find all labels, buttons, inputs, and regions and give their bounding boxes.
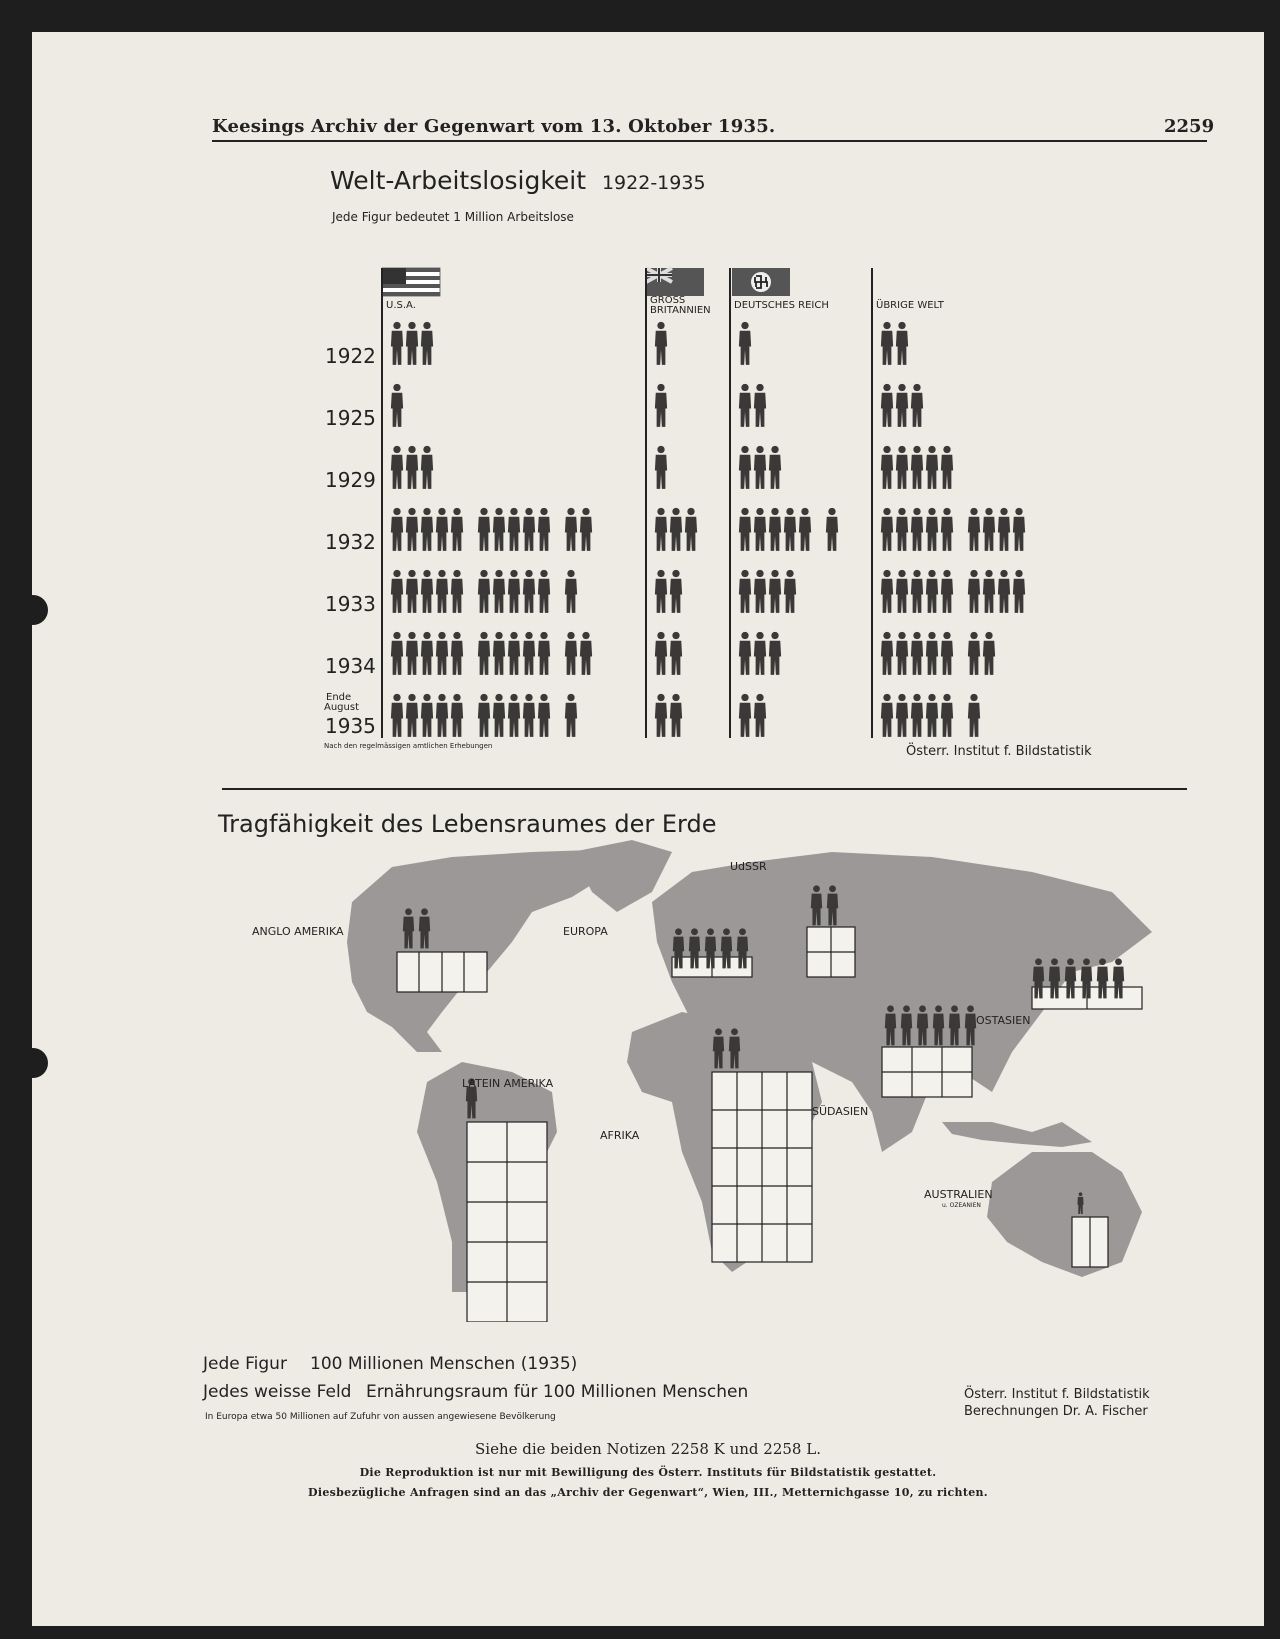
person-figure-icon [983, 632, 995, 675]
person-figure-icon [523, 508, 535, 551]
person-figure-icon [754, 694, 766, 737]
german-flag-icon [732, 268, 790, 296]
person-figure-icon [406, 446, 418, 489]
person-figure-icon [968, 694, 980, 737]
person-figure-icon [655, 322, 667, 365]
person-figure-icon [941, 632, 953, 675]
person-figure-icon [421, 632, 433, 675]
person-figure-icon [451, 694, 463, 737]
person-figure-icon [391, 446, 403, 489]
person-figure-icon [896, 694, 908, 737]
unemployment-chart [32, 212, 1264, 812]
usa-flag-icon [382, 268, 440, 296]
person-figure-icon [406, 632, 418, 675]
region-label-ostasien: OSTASIEN [976, 1014, 1031, 1027]
person-figure-icon [508, 694, 520, 737]
chart1-subtitle: Jede Figur bedeutet 1 Million Arbeitslose [332, 210, 574, 224]
person-figure-icon [478, 632, 490, 675]
chart2-credit-2: Berechnungen Dr. A. Fischer [964, 1404, 1148, 1419]
person-figure-icon [493, 570, 505, 613]
header-title: Keesings Archiv der Gegenwart vom 13. Oktober 1935. [212, 116, 776, 137]
person-figure-icon [881, 570, 893, 613]
region-label-afrika: AFRIKA [600, 1129, 640, 1142]
section-divider [222, 788, 1187, 790]
page-number: 2259 [1164, 116, 1215, 137]
person-figure-icon [670, 570, 682, 613]
person-figure-icon [391, 632, 403, 675]
chart1-credit: Österr. Institut f. Bildstatistik [906, 744, 1092, 759]
person-figure-icon [881, 508, 893, 551]
person-figure-icon [911, 632, 923, 675]
person-figure-icon [739, 322, 751, 365]
person-figure-icon [538, 570, 550, 613]
person-figure-icon [754, 570, 766, 613]
year-label-1934: 1934 [325, 654, 376, 678]
indonesia-shape [942, 1122, 1092, 1147]
person-figure-icon [754, 384, 766, 427]
fields-latein-amerika [467, 1122, 547, 1322]
person-figure-icon [670, 694, 682, 737]
person-figure-icon [655, 384, 667, 427]
region-label-latein-amerika: LATEIN AMERIKA [462, 1077, 554, 1090]
person-figure-icon [655, 446, 667, 489]
person-figure-icon [968, 632, 980, 675]
person-figure-icon [478, 694, 490, 737]
person-figure-icon [739, 384, 751, 427]
person-figure-icon [881, 384, 893, 427]
year-prefix-ende: Ende [326, 692, 352, 703]
person-figure-icon [523, 694, 535, 737]
person-figure-icon [911, 384, 923, 427]
footer-line-2: Die Reproduktion ist nur mit Bewilligung des Österr. Instituts für Bildstatistik gestattet. [359, 1466, 937, 1479]
person-figure-icon [896, 570, 908, 613]
person-figure-icon [685, 508, 697, 551]
person-figure-icon [784, 508, 796, 551]
person-figure-icon [926, 508, 938, 551]
person-figure-icon [739, 446, 751, 489]
person-figure-icon [739, 694, 751, 737]
person-figure-icon [968, 508, 980, 551]
person-figure-icon [523, 570, 535, 613]
region-label-udssr: UdSSR [730, 860, 767, 873]
person-figure-icon [769, 508, 781, 551]
fields-suedasien [882, 1047, 972, 1097]
person-figure-icon [941, 508, 953, 551]
person-figure-icon [451, 632, 463, 675]
person-figure-icon [739, 570, 751, 613]
person-figure-icon [538, 632, 550, 675]
person-figure-icon [406, 570, 418, 613]
person-figure-icon [493, 632, 505, 675]
region-label-australien: AUSTRALIEN [924, 1188, 993, 1201]
person-figure-icon [769, 570, 781, 613]
column-label-gb: GROSS BRITANNIEN [650, 295, 711, 316]
legend-label-figure: Jede Figur [203, 1354, 287, 1374]
person-figure-icon [508, 632, 520, 675]
person-figure-icon [655, 632, 667, 675]
region-label-anglo-amerika: ANGLO AMERIKA [252, 925, 344, 938]
region-sublabel-ozeanien: u. OZEANIEN [942, 1202, 981, 1209]
north-america-shape [347, 850, 612, 1052]
year-label-1929: 1929 [325, 468, 376, 492]
person-figure-icon [926, 570, 938, 613]
person-figure-icon [478, 508, 490, 551]
person-figure-icon [580, 508, 592, 551]
legend-label-field: Jedes weisse Feld [203, 1382, 352, 1402]
legend-text-figure: 100 Millionen Menschen (1935) [310, 1354, 578, 1374]
year-label-1932: 1932 [325, 530, 376, 554]
person-figure-icon [896, 384, 908, 427]
person-figure-icon [421, 508, 433, 551]
person-figure-icon [983, 508, 995, 551]
person-figure-icon [670, 508, 682, 551]
footer-line-1: Siehe die beiden Notizen 2258 K und 2258 L. [475, 1440, 821, 1458]
chart2-credit-1: Österr. Institut f. Bildstatistik [964, 1387, 1150, 1402]
year-label-1922: 1922 [325, 344, 376, 368]
person-figure-icon [784, 570, 796, 613]
person-figure-icon [998, 570, 1010, 613]
world-map [32, 822, 1264, 1322]
person-figure-icon [436, 632, 448, 675]
person-figure-icon [421, 694, 433, 737]
chart1-title: Welt-Arbeitslosigkeit 1922-1935 [330, 166, 706, 195]
person-figure-icon [881, 322, 893, 365]
person-figure-icon [799, 508, 811, 551]
person-figure-icon [391, 384, 403, 427]
person-figure-icon [478, 570, 490, 613]
person-figure-icon [911, 694, 923, 737]
person-figure-icon [451, 508, 463, 551]
person-figure-icon [739, 508, 751, 551]
person-figure-icon [565, 632, 577, 675]
person-figure-icon [655, 694, 667, 737]
person-figure-icon [926, 632, 938, 675]
person-figure-icon [565, 694, 577, 737]
fields-australien [1072, 1217, 1108, 1267]
column-label-usa: U.S.A. [386, 300, 416, 311]
person-figure-icon [391, 694, 403, 737]
chart2-title: Tragfähigkeit des Lebensraumes der Erde [218, 810, 717, 838]
person-figure-icon [655, 508, 667, 551]
year-label-1935: 1935 [325, 714, 376, 738]
person-figure-icon [406, 322, 418, 365]
person-figure-icon [926, 694, 938, 737]
person-figure-icon [941, 570, 953, 613]
person-figure-icon [670, 632, 682, 675]
fields-afrika [712, 1072, 812, 1262]
person-figure-icon [436, 570, 448, 613]
person-figure-icon [391, 322, 403, 365]
person-figure-icon [655, 570, 667, 613]
person-figure-icon [565, 508, 577, 551]
year-label-1925: 1925 [325, 406, 376, 430]
person-figure-icon [421, 322, 433, 365]
person-figure-icon [391, 570, 403, 613]
person-figure-icon [580, 632, 592, 675]
person-figure-icon [968, 570, 980, 613]
person-figure-icon [926, 446, 938, 489]
person-figure-icon [911, 508, 923, 551]
person-figure-icon [391, 508, 403, 551]
person-figure-icon [493, 694, 505, 737]
footer-line-3: Diesbezügliche Anfragen sind an das „Archiv der Gegenwart“, Wien, III., Metternichgasse 10, zu richten. [308, 1486, 988, 1499]
person-figure-icon [508, 508, 520, 551]
person-figure-icon [508, 570, 520, 613]
person-figure-icon [1013, 570, 1025, 613]
region-label-suedasien: SÜDASIEN [812, 1105, 869, 1118]
legend-footnote: In Europa etwa 50 Millionen auf Zufuhr von aussen angewiesene Bevölkerung [205, 1412, 556, 1422]
fields-udssr [807, 927, 855, 977]
person-figure-icon [941, 694, 953, 737]
person-figure-icon [998, 508, 1010, 551]
person-figure-icon [941, 446, 953, 489]
column-label-de: DEUTSCHES REICH [734, 300, 829, 311]
person-figure-icon [754, 446, 766, 489]
header-rule [212, 140, 1207, 142]
uk-flag-icon [646, 268, 704, 296]
person-figure-icon [896, 632, 908, 675]
person-figure-icon [769, 632, 781, 675]
person-figure-icon [1013, 508, 1025, 551]
legend-text-field: Ernährungsraum für 100 Millionen Menschen [366, 1382, 749, 1402]
person-figure-icon [911, 570, 923, 613]
region-label-europa: EUROPA [563, 925, 608, 938]
person-figure-icon [538, 508, 550, 551]
person-figure-icon [881, 632, 893, 675]
chart1-source-note: Nach den regelmässigen amtlichen Erhebungen [324, 742, 493, 750]
person-figure-icon [983, 570, 995, 613]
column-label-rest: ÜBRIGE WELT [876, 300, 944, 311]
person-figure-icon [896, 446, 908, 489]
person-figure-icon [911, 446, 923, 489]
person-figure-icon [769, 446, 781, 489]
person-figure-icon [826, 508, 838, 551]
year-prefix-august: August [324, 702, 359, 713]
page-sheet [32, 32, 1264, 1626]
person-figure-icon [451, 570, 463, 613]
person-figure-icon [436, 694, 448, 737]
person-figure-icon [881, 446, 893, 489]
person-figure-icon [421, 570, 433, 613]
person-figure-icon [421, 446, 433, 489]
fields-anglo-amerika [397, 952, 487, 992]
person-figure-icon [406, 694, 418, 737]
person-figure-icon [436, 508, 448, 551]
person-figure-icon [523, 632, 535, 675]
person-figure-icon [896, 322, 908, 365]
person-figure-icon [881, 694, 893, 737]
australia-shape [987, 1152, 1142, 1277]
person-figure-icon [739, 632, 751, 675]
person-figure-icon [896, 508, 908, 551]
person-figure-icon [754, 508, 766, 551]
person-figure-icon [538, 694, 550, 737]
person-figure-icon [406, 508, 418, 551]
person-figure-icon [754, 632, 766, 675]
person-figure-icon [565, 570, 577, 613]
person-figure-icon [493, 508, 505, 551]
year-label-1933: 1933 [325, 592, 376, 616]
